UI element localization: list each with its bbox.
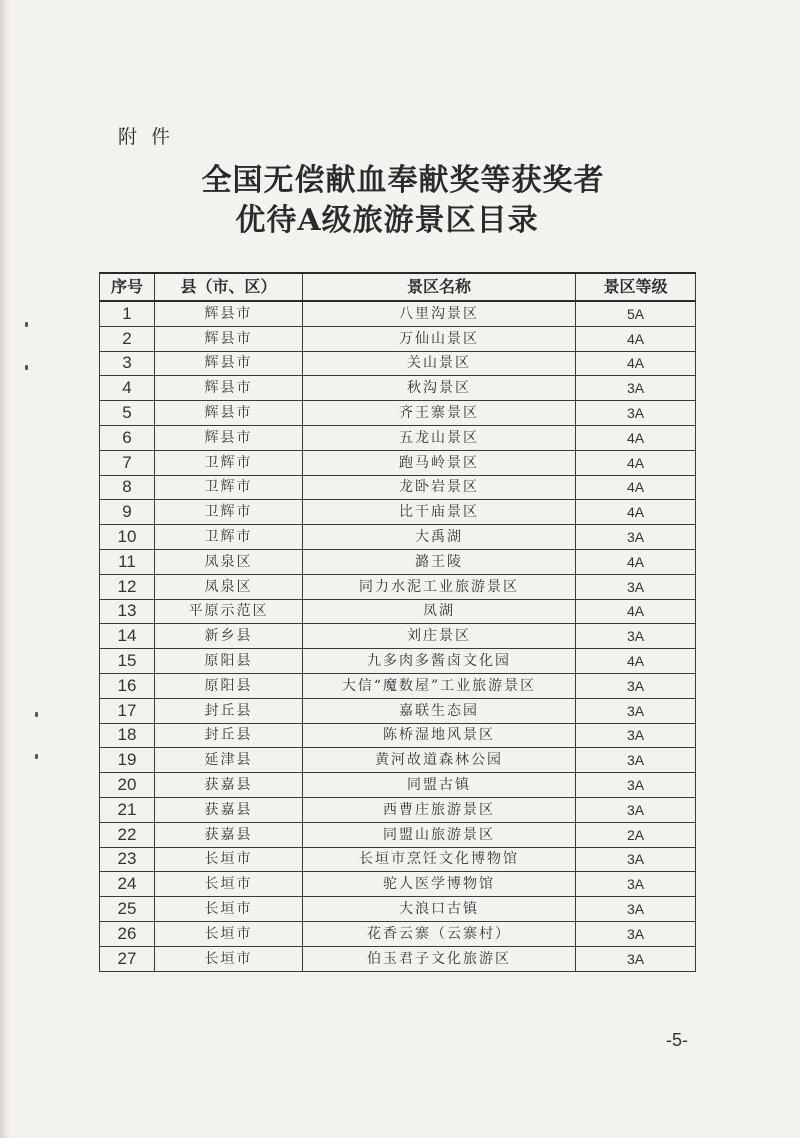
table-row [100,946,696,971]
scenic-area-table [99,272,696,972]
row-index: 4 [100,376,155,401]
table-row [100,574,696,599]
table-row [100,500,696,525]
row-scenic-name: 万仙山景区 [303,326,576,351]
row-county: 辉县市 [155,351,303,376]
row-index: 19 [100,748,155,773]
table-row [100,351,696,376]
document-title-line2: 优待A级旅游景区目录 [235,203,539,238]
row-county: 长垣市 [155,946,303,971]
row-index: 18 [100,723,155,748]
row-county: 长垣市 [155,921,303,946]
row-grade: 3A [576,872,696,897]
row-county: 封丘县 [155,698,303,723]
row-index: 10 [100,525,155,550]
row-index: 17 [100,698,155,723]
row-scenic-name: 比干庙景区 [303,500,576,525]
table-row [100,450,696,475]
scan-speck [25,365,28,370]
table-row [100,698,696,723]
row-grade: 4A [576,425,696,450]
row-scenic-name: 潞王陵 [303,549,576,574]
row-county: 卫辉市 [155,500,303,525]
page-number: -5- [666,1030,688,1050]
row-scenic-name: 八里沟景区 [303,301,576,326]
table-row [100,475,696,500]
row-grade: 3A [576,376,696,401]
row-scenic-name: 西曹庄旅游景区 [303,797,576,822]
row-grade: 3A [576,797,696,822]
row-scenic-name: 大浪口古镇 [303,897,576,922]
table-row [100,921,696,946]
row-index: 22 [100,822,155,847]
row-index: 9 [100,500,155,525]
row-index: 8 [100,475,155,500]
row-scenic-name: 九多肉多酱卤文化园 [303,649,576,674]
table-row [100,599,696,624]
table-row [100,649,696,674]
scan-speck [25,322,28,327]
row-county: 卫辉市 [155,525,303,550]
row-scenic-name: 秋沟景区 [303,376,576,401]
row-scenic-name: 长垣市烹饪文化博物馆 [303,847,576,872]
table-row [100,723,696,748]
table-row [100,376,696,401]
col-header-index: 序号 [100,273,155,301]
row-index: 21 [100,797,155,822]
row-county: 延津县 [155,748,303,773]
row-grade: 3A [576,847,696,872]
row-county: 凤泉区 [155,549,303,574]
row-scenic-name: 齐王寨景区 [303,401,576,426]
row-index: 26 [100,921,155,946]
col-header-grade: 景区等级 [576,273,696,301]
row-county: 辉县市 [155,376,303,401]
row-grade: 3A [576,946,696,971]
table-row [100,673,696,698]
row-scenic-name: 嘉联生态园 [303,698,576,723]
row-scenic-name: 伯玉君子文化旅游区 [303,946,576,971]
row-scenic-name: 花香云寨（云寨村） [303,921,576,946]
row-scenic-name: 五龙山景区 [303,425,576,450]
row-grade: 3A [576,921,696,946]
row-grade: 5A [576,301,696,326]
table-row [100,624,696,649]
row-scenic-name: 陈桥湿地风景区 [303,723,576,748]
table-row [100,326,696,351]
row-scenic-name: 同盟山旅游景区 [303,822,576,847]
row-index: 2 [100,326,155,351]
row-grade: 4A [576,351,696,376]
row-index: 24 [100,872,155,897]
table-row [100,847,696,872]
col-header-scenic-name: 景区名称 [303,273,576,301]
row-county: 平原示范区 [155,599,303,624]
row-county: 新乡县 [155,624,303,649]
table-row [100,897,696,922]
table-row [100,872,696,897]
row-index: 5 [100,401,155,426]
row-county: 获嘉县 [155,773,303,798]
row-grade: 3A [576,723,696,748]
table-row [100,301,696,326]
row-county: 长垣市 [155,872,303,897]
row-county: 原阳县 [155,673,303,698]
document-title-line1: 全国无偿献血奉献奖等获奖者 [201,163,605,198]
row-grade: 3A [576,401,696,426]
row-scenic-name: 跑马岭景区 [303,450,576,475]
table-row [100,401,696,426]
row-county: 获嘉县 [155,822,303,847]
row-county: 卫辉市 [155,475,303,500]
row-index: 6 [100,425,155,450]
row-county: 凤泉区 [155,574,303,599]
row-index: 15 [100,649,155,674]
row-grade: 4A [576,326,696,351]
row-county: 获嘉县 [155,797,303,822]
row-index: 12 [100,574,155,599]
row-scenic-name: 驼人医学博物馆 [303,872,576,897]
row-index: 13 [100,599,155,624]
row-grade: 3A [576,698,696,723]
row-scenic-name: 凤湖 [303,599,576,624]
row-index: 20 [100,773,155,798]
row-grade: 3A [576,897,696,922]
row-index: 7 [100,450,155,475]
row-index: 1 [100,301,155,326]
row-scenic-name: 关山景区 [303,351,576,376]
annex-label: 附件 [118,126,185,148]
row-grade: 4A [576,475,696,500]
row-index: 25 [100,897,155,922]
row-scenic-name: 龙卧岩景区 [303,475,576,500]
row-scenic-name: 同盟古镇 [303,773,576,798]
row-county: 原阳县 [155,649,303,674]
table-header-row [100,273,696,301]
row-county: 辉县市 [155,425,303,450]
row-grade: 3A [576,673,696,698]
row-grade: 4A [576,549,696,574]
row-grade: 4A [576,599,696,624]
row-grade: 3A [576,624,696,649]
row-grade: 4A [576,649,696,674]
table-row [100,773,696,798]
row-county: 卫辉市 [155,450,303,475]
row-grade: 3A [576,574,696,599]
row-county: 辉县市 [155,301,303,326]
row-index: 16 [100,673,155,698]
row-grade: 2A [576,822,696,847]
table-row [100,425,696,450]
table-row [100,822,696,847]
row-scenic-name: 大信“魔数屋”工业旅游景区 [303,673,576,698]
row-county: 长垣市 [155,897,303,922]
row-index: 27 [100,946,155,971]
row-index: 14 [100,624,155,649]
row-grade: 4A [576,450,696,475]
row-grade: 3A [576,525,696,550]
scan-speck [35,754,38,759]
row-grade: 3A [576,748,696,773]
row-county: 辉县市 [155,326,303,351]
row-index: 3 [100,351,155,376]
row-county: 封丘县 [155,723,303,748]
row-index: 23 [100,847,155,872]
row-grade: 4A [576,500,696,525]
row-scenic-name: 黄河故道森林公园 [303,748,576,773]
col-header-county: 县（市、区） [155,273,303,301]
row-index: 11 [100,549,155,574]
row-county: 辉县市 [155,401,303,426]
scan-speck [35,712,38,717]
row-scenic-name: 刘庄景区 [303,624,576,649]
row-scenic-name: 同力水泥工业旅游景区 [303,574,576,599]
row-scenic-name: 大禹湖 [303,525,576,550]
table-row [100,549,696,574]
row-grade: 3A [576,773,696,798]
table-row [100,797,696,822]
table-row [100,525,696,550]
row-county: 长垣市 [155,847,303,872]
table-row [100,748,696,773]
